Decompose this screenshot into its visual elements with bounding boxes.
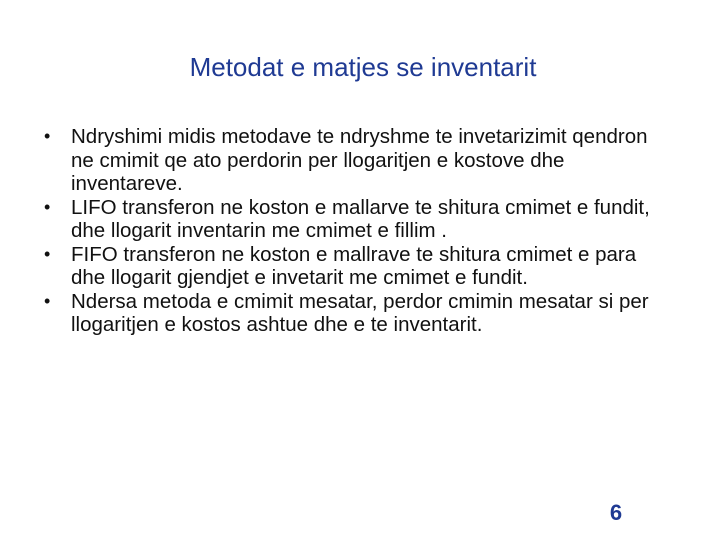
bullet-item bbox=[44, 243, 664, 290]
slide-number: 6 bbox=[609, 500, 623, 525]
bullet-text: LIFO transferon ne koston e mallarve te shitura cmimet e fundit, dhe llogarit inventarin me cmimet e fillim . bbox=[71, 195, 650, 242]
bullet-text: Ndryshimi midis metodave te ndryshme te invetarizimit qendron ne cmimit qe ato perdorin per llogaritjen e kostove dhe inventareve. bbox=[71, 125, 648, 195]
bullet-icon: • bbox=[44, 126, 51, 146]
slide-title: Metodat e matjes se inventarit bbox=[189, 52, 537, 82]
bullet-icon: • bbox=[44, 196, 51, 217]
bullet-list bbox=[44, 125, 664, 337]
bullet-item bbox=[44, 125, 664, 196]
bullet-text: FIFO transferon ne koston e mallrave te shitura cmimet e para dhe llogarit gjendjet e invetarit me cmimet e fundit. bbox=[71, 242, 637, 289]
bullet-text: Ndersa metoda e cmimit mesatar, perdor cmimin mesatar si per llogaritjen e kostos ashtue dhe e te inventarit. bbox=[71, 289, 649, 336]
bullet-item bbox=[44, 290, 664, 337]
bullet-icon: • bbox=[44, 243, 51, 264]
bullet-item bbox=[44, 196, 664, 243]
bullet-icon: • bbox=[44, 290, 51, 311]
